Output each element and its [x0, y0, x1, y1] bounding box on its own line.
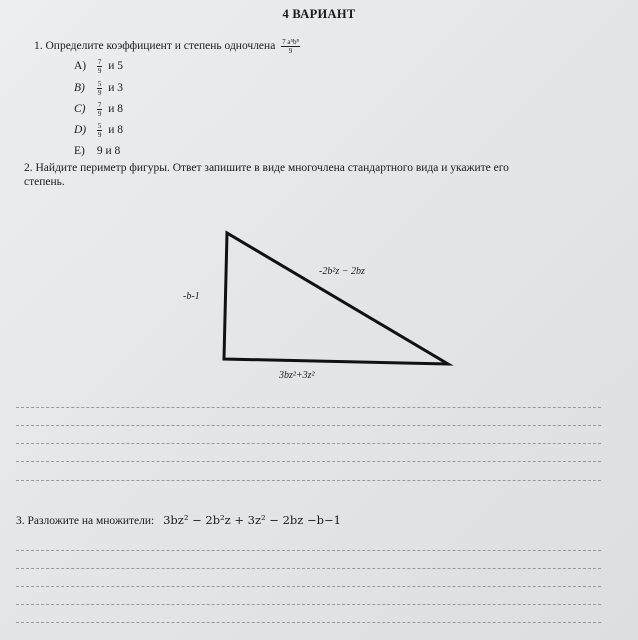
answer-line[interactable]: [16, 550, 601, 551]
option-letter: E): [74, 145, 85, 157]
answer-line[interactable]: [16, 407, 601, 408]
answer-line[interactable]: [16, 461, 601, 462]
question-3-label: 3. Разложите на множители:: [16, 515, 155, 527]
triangle-hypotenuse-label: -2b²z − 2bz: [319, 266, 365, 277]
option-d-rest: и 8: [108, 124, 124, 137]
option-e-text: 9 и 8: [96, 145, 121, 157]
question-1-prompt: 1. Определите коэффициент и степень одночлена: [34, 40, 276, 53]
answer-line[interactable]: [16, 480, 601, 481]
option-letter: C): [74, 103, 86, 116]
question-3-expression: 3bz² − 2b²z + 3z² − 2bz −b−1: [163, 513, 341, 527]
triangle-bottom-label: 3bz²+3z²: [279, 370, 315, 381]
option-c-num: 7: [97, 101, 102, 109]
answer-line[interactable]: [16, 604, 601, 605]
option-c-den: 9: [97, 110, 102, 118]
option-d-den: 9: [97, 131, 102, 139]
question-3: [16, 513, 341, 528]
option-letter: A): [74, 60, 87, 73]
question-2-line-2: степень.: [24, 176, 65, 188]
monomial-numerator: 7 a⁵b⁸: [282, 38, 299, 46]
option-b-num: 5: [97, 80, 102, 88]
option-letter: B): [74, 82, 85, 95]
answer-line[interactable]: [16, 622, 601, 623]
monomial-denominator: 9: [288, 47, 293, 55]
triangle-side-left-label: -b-1: [183, 291, 200, 302]
question-2-line-1: 2. Найдите периметр фигуры. Ответ запишите в виде многочлена стандартного вида и укажите его: [24, 162, 509, 174]
option-b-den: 9: [97, 89, 102, 97]
answer-line[interactable]: [16, 425, 601, 426]
option-a-rest: и 5: [108, 60, 124, 73]
option-d-num: 5: [97, 122, 102, 130]
option-b-rest: и 3: [108, 82, 124, 95]
option-a-den: 9: [97, 67, 102, 75]
answer-line[interactable]: [16, 443, 601, 444]
option-c-rest: и 8: [108, 103, 124, 116]
answer-line[interactable]: [16, 586, 601, 587]
answer-line[interactable]: [16, 568, 601, 569]
variant-title: 4 ВАРИАНТ: [282, 7, 356, 21]
option-letter: D): [74, 124, 87, 137]
option-a-num: 7: [97, 58, 102, 66]
right-triangle: [224, 233, 448, 364]
